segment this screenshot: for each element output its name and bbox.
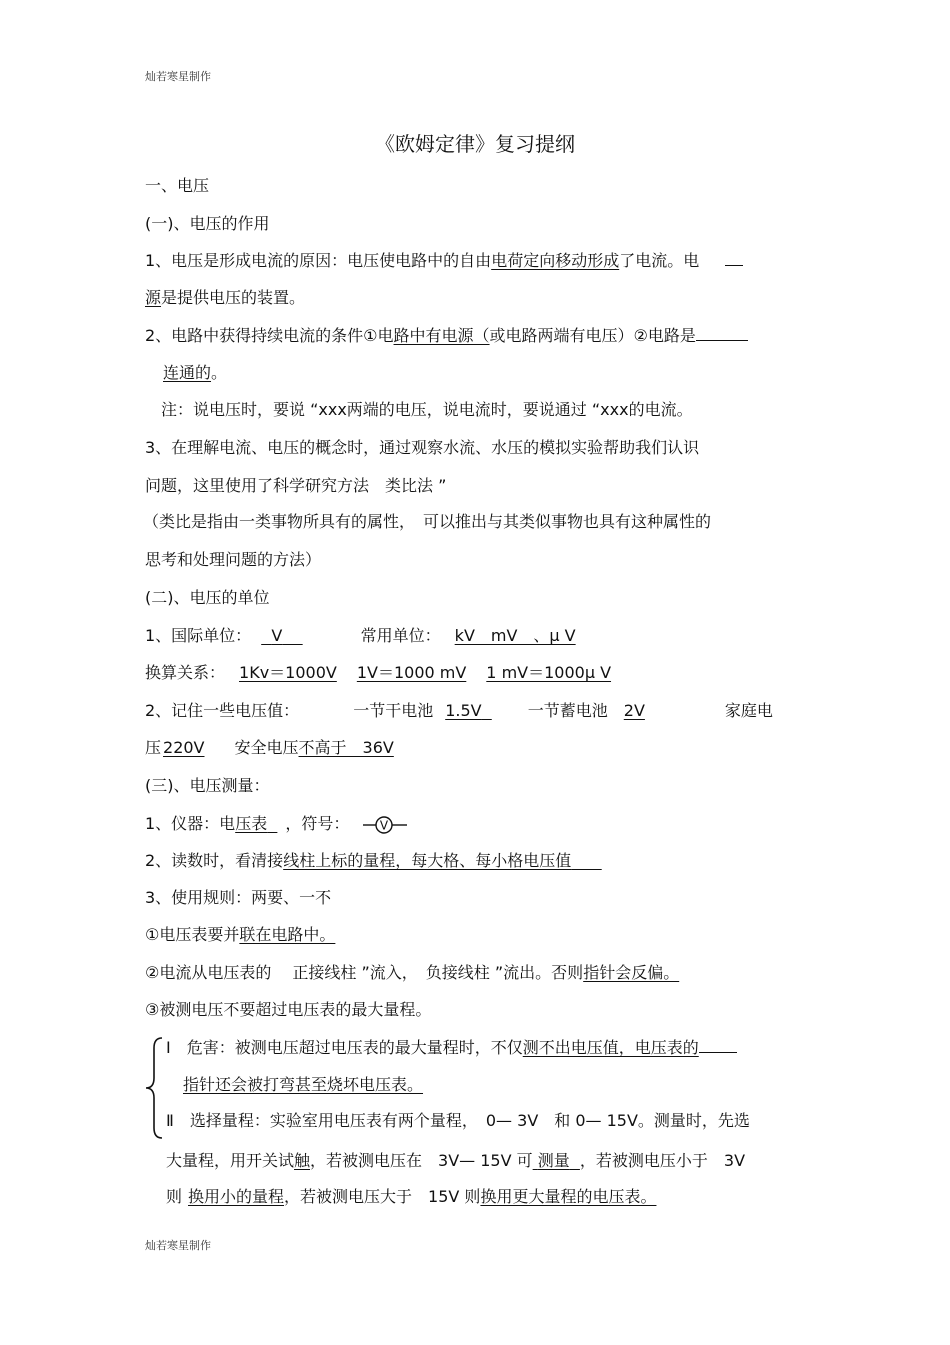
paragraph-2-line-2: 连通的。 (163, 363, 228, 382)
measurement-line-1: 1、仪器：电压表 ，符号： V (145, 813, 409, 836)
underlined-answer: 不高于 36V (298, 738, 394, 757)
page-header: 灿若寒星制作 (145, 70, 211, 83)
range-line-1: Ⅱ 选择量程：实验室用电压表有两个量程， 0— 3V 和 0— 15V。测量时，先选 (166, 1111, 750, 1130)
rule-2: ②电流从电压表的 正接线柱 ”流入， 负接线柱 ”流出。否则指针会反偏。 (145, 963, 680, 982)
paragraph-1-line-2: 源是提供电压的装置。 (145, 288, 306, 307)
page-footer: 灿若寒星制作 (145, 1239, 211, 1252)
range-line-3: 则 换用小的量程，若被测电压大于 15V 则换用更大量程的电压表。 (166, 1187, 657, 1206)
harm-line-1: Ⅰ 危害：被测电压超过电压表的最大量程时，不仅测不出电压值，电压表的 (166, 1037, 737, 1059)
subsection-voltage-units: (二)、电压的单位 (145, 588, 270, 607)
underlined-answer: 换用小的量程 (188, 1187, 285, 1206)
underlined-answer: 路中有电源（ (393, 326, 490, 345)
underlined-answer: 测不出电压值，电压表的 (522, 1038, 699, 1057)
document-title: 《欧姆定律》复习提纲 (375, 132, 575, 156)
underlined-answer: 1.5V (445, 701, 482, 720)
voltmeter-symbol-icon (361, 814, 409, 836)
underlined-answer: 1 mV＝1000μ V (486, 663, 612, 682)
paragraph-3-line-4: 思考和处理问题的方法） (145, 550, 322, 569)
underlined-answer: 换用更大量程的电压表。 (480, 1187, 657, 1206)
range-line-2: 大量程，用开关试触，若被测电压在 3V— 15V 可 测量 ，若被测电压小于 3V (166, 1151, 746, 1170)
underlined-answer: 电荷定向移动形成 (491, 251, 620, 270)
note-line: 注：说电压时，要说 “xxx两端的电压，说电流时，要说通过 “xxx的电流。 (161, 400, 693, 419)
paragraph-3-line-1: 3、在理解电流、电压的概念时，通过观察水流、水压的模拟实验帮助我们认识 (145, 438, 700, 457)
blank-line (725, 251, 743, 266)
curly-brace-icon (143, 1036, 165, 1140)
units-line-1: 1、国际单位： V 常用单位： kV mV 、μ V (145, 626, 576, 645)
rule-1: ①电压表要并联在电路中。 (145, 925, 336, 944)
paragraph-1-line-1: 1、电压是形成电流的原因：电压使电路中的自由电荷定向移动形成了电流。电 (145, 250, 743, 272)
underlined-answer: kV mV 、μ V (454, 626, 576, 645)
section-heading-voltage: 一、电压 (145, 176, 210, 195)
underlined-answer: 线柱上标的量程，每大格、每小格电压值 (283, 851, 572, 870)
voltage-values-line-1: 2、记住一些电压值： 一节干电池 1.5V 一节蓄电池 2V 家庭电 (145, 701, 773, 720)
underlined-answer: 1V＝1000 mV (356, 663, 467, 682)
underlined-answer: 指针还会被打弯甚至烧坏电压表。 (183, 1075, 424, 1094)
subsection-voltage-measurement: (三)、电压测量： (145, 776, 270, 795)
underlined-answer: 指针会反偏。 (583, 963, 680, 982)
paragraph-3-line-2: 问题，这里使用了科学研究方法 类比法 ” (145, 476, 447, 495)
rule-3: ③被测电压不要超过电压表的最大量程。 (145, 1000, 432, 1019)
blank-line (699, 1038, 737, 1053)
underlined-answer: V (271, 626, 283, 645)
subsection-voltage-function: (一)、电压的作用 (145, 214, 270, 233)
underlined-answer: 1Kv＝1000V (239, 663, 337, 682)
voltage-values-line-2: 压 220V 安全电压不高于 36V (145, 738, 394, 757)
paragraph-2-line-1: 2、电路中获得持续电流的条件①电路中有电源（或电路两端有电压）②电路是 (145, 325, 748, 347)
underlined-answer: 2V (623, 701, 645, 720)
blank-line (696, 326, 748, 341)
harm-line-2 (183, 1074, 423, 1096)
voltmeter-symbol-letter: V (380, 818, 389, 832)
underlined-answer: 220V (163, 738, 205, 757)
measurement-line-2: 2、读数时，看清接线柱上标的量程，每大格、每小格电压值 (145, 850, 602, 872)
units-conversion-line: 换算关系： 1Kv＝1000V 1V＝1000 mV 1 mV＝1000μ V (145, 663, 612, 682)
underlined-answer: 测量 (537, 1151, 570, 1170)
measurement-line-3: 3、使用规则：两要、一不 (145, 888, 332, 907)
underlined-answer: 连通的 (163, 363, 212, 382)
underlined-answer: 压表 (235, 814, 268, 833)
paragraph-3-line-3: （类比是指由一类事物所具有的属性， 可以推出与其类似事物也具有这种属性的 (143, 512, 712, 531)
